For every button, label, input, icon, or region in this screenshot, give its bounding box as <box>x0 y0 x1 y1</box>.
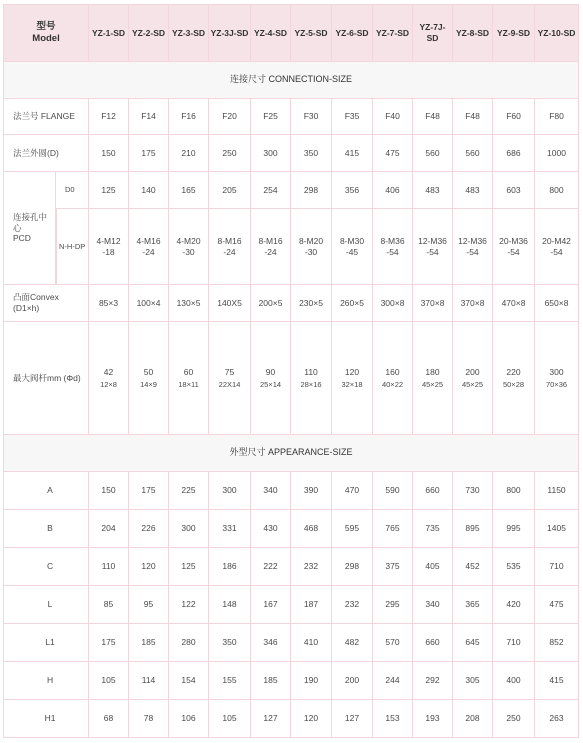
dim-a-label: A <box>3 472 89 510</box>
table-cell: 800 <box>535 172 579 209</box>
cell-line-2: -54 <box>550 246 563 257</box>
table-cell: 254 <box>251 172 291 209</box>
table-cell: 185 <box>251 662 291 700</box>
cell-line-1: 110 <box>304 367 318 377</box>
table-cell: 735 <box>413 510 453 548</box>
table-cell <box>251 322 291 435</box>
table-cell: 420 <box>493 586 535 624</box>
table-cell: 292 <box>413 662 453 700</box>
table-cell: 127 <box>251 700 291 738</box>
table-cell <box>251 209 291 285</box>
table-cell: 105 <box>209 700 251 738</box>
dim-b-row <box>3 510 579 548</box>
table-cell: 125 <box>89 172 129 209</box>
table-cell: 710 <box>493 624 535 662</box>
cell-line-2: -24 <box>223 246 236 257</box>
table-cell: 346 <box>251 624 291 662</box>
spec-table <box>3 4 579 738</box>
cell-line-2: 25×14 <box>259 379 282 389</box>
table-cell: 475 <box>373 135 413 172</box>
table-cell: 895 <box>453 510 493 548</box>
table-cell: 210 <box>169 135 209 172</box>
table-cell: 570 <box>373 624 413 662</box>
pcd-d0-row <box>3 172 579 209</box>
table-cell: 106 <box>169 700 209 738</box>
table-cell: 300 <box>251 135 291 172</box>
table-cell: 482 <box>332 624 373 662</box>
table-cell: 535 <box>493 548 535 586</box>
appearance-size-section-title: 外型尺寸 APPEARANCE-SIZE <box>3 435 579 472</box>
table-cell: 230×5 <box>291 285 332 322</box>
table-cell <box>535 209 579 285</box>
cell-line-1: 160 <box>385 367 400 377</box>
flange-row <box>3 99 579 135</box>
table-cell: F14 <box>129 99 169 135</box>
nhdp-label: N-H-DP <box>56 209 89 285</box>
spec-table-container <box>3 4 579 738</box>
table-cell: 175 <box>129 472 169 510</box>
cell-line-2: 32×18 <box>341 379 363 389</box>
cell-line-2: 45×25 <box>421 379 444 389</box>
table-cell: 78 <box>129 700 169 738</box>
table-cell: 186 <box>209 548 251 586</box>
pcd-label-en: PCD <box>13 233 31 244</box>
table-cell: F20 <box>209 99 251 135</box>
table-cell: 468 <box>291 510 332 548</box>
cell-line-2: 40×22 <box>381 379 404 389</box>
pcd-label-cn: 连接孔中心 <box>13 212 48 233</box>
table-cell: 100×4 <box>129 285 169 322</box>
table-cell: 710 <box>535 548 579 586</box>
table-cell: 153 <box>373 700 413 738</box>
table-cell: F80 <box>535 99 579 135</box>
model-column-header: YZ-3-SD <box>169 4 209 62</box>
table-cell <box>291 322 332 435</box>
stem-label: 最大阀杆mm (Φd) <box>3 322 89 435</box>
cell-line-1: 120 <box>344 367 360 377</box>
table-cell: F40 <box>373 99 413 135</box>
dim-l1-row <box>3 624 579 662</box>
cell-line-1: 300 <box>549 367 564 377</box>
table-cell: F48 <box>413 99 453 135</box>
d0-label: D0 <box>56 172 89 209</box>
convex-row <box>3 285 579 322</box>
table-cell: 686 <box>493 135 535 172</box>
table-cell: 660 <box>413 472 453 510</box>
table-cell: 590 <box>373 472 413 510</box>
table-cell <box>332 209 373 285</box>
cell-line-2: -24 <box>264 246 277 257</box>
table-cell: 483 <box>453 172 493 209</box>
dim-h1-row <box>3 700 579 738</box>
table-cell: 560 <box>453 135 493 172</box>
table-cell: 995 <box>493 510 535 548</box>
table-cell: 187 <box>291 586 332 624</box>
table-cell: 483 <box>413 172 453 209</box>
table-cell: 120 <box>129 548 169 586</box>
dim-c-label: C <box>3 548 89 586</box>
table-cell: 370×8 <box>453 285 493 322</box>
flange-od-label: 法兰外圆(D) <box>3 135 89 172</box>
cell-line-2: 45×25 <box>461 379 484 389</box>
cell-line-1: 42 <box>103 367 114 377</box>
model-column-header: YZ-5-SD <box>291 4 332 62</box>
table-cell: 155 <box>209 662 251 700</box>
cell-line-2: 14×9 <box>140 379 157 389</box>
model-header-en: Model <box>32 33 60 44</box>
table-cell <box>453 209 493 285</box>
dim-l-row <box>3 586 579 624</box>
model-column-header: YZ-1-SD <box>89 4 129 62</box>
table-cell <box>535 322 579 435</box>
table-cell: 190 <box>291 662 332 700</box>
model-column-header: YZ-10-SD <box>535 4 579 62</box>
table-cell: 232 <box>291 548 332 586</box>
table-cell: 105 <box>89 662 129 700</box>
table-cell: 603 <box>493 172 535 209</box>
table-cell: 800 <box>493 472 535 510</box>
table-cell <box>373 209 413 285</box>
table-cell: 148 <box>209 586 251 624</box>
dim-c-row <box>3 548 579 586</box>
table-cell: F25 <box>251 99 291 135</box>
table-cell: 340 <box>251 472 291 510</box>
table-cell: 406 <box>373 172 413 209</box>
table-cell: 140X5 <box>209 285 251 322</box>
table-cell: 193 <box>413 700 453 738</box>
table-cell: 85×3 <box>89 285 129 322</box>
table-cell: 400 <box>493 662 535 700</box>
table-cell: 150 <box>89 472 129 510</box>
table-cell: 122 <box>169 586 209 624</box>
dim-l1-label: L1 <box>3 624 89 662</box>
model-header <box>3 4 89 62</box>
cell-line-1: 8-M20 <box>298 235 324 246</box>
table-cell: 730 <box>453 472 493 510</box>
table-cell: 356 <box>332 172 373 209</box>
cell-line-2: -54 <box>466 246 479 257</box>
table-cell <box>413 322 453 435</box>
table-cell: 430 <box>251 510 291 548</box>
spec-table-body <box>3 62 579 738</box>
table-cell: 222 <box>251 548 291 586</box>
table-cell: 140 <box>129 172 169 209</box>
table-cell: 645 <box>453 624 493 662</box>
table-cell: 298 <box>332 548 373 586</box>
cell-line-1: 4-M20 <box>176 235 201 246</box>
table-cell <box>129 209 169 285</box>
table-cell: 260×5 <box>332 285 373 322</box>
table-cell <box>89 322 129 435</box>
table-cell <box>413 209 453 285</box>
table-cell: 185 <box>129 624 169 662</box>
model-column-header: YZ-6-SD <box>332 4 373 62</box>
table-cell: 110 <box>89 548 129 586</box>
cell-line-1: 8-M30 <box>339 235 365 246</box>
table-cell: 410 <box>291 624 332 662</box>
table-cell: 165 <box>169 172 209 209</box>
table-cell: 560 <box>413 135 453 172</box>
table-cell <box>453 322 493 435</box>
cell-line-1: 90 <box>265 367 276 377</box>
table-cell <box>493 209 535 285</box>
table-cell: 175 <box>129 135 169 172</box>
table-cell: 226 <box>129 510 169 548</box>
table-cell: 154 <box>169 662 209 700</box>
table-cell: 370×8 <box>413 285 453 322</box>
dim-h1-label: H1 <box>3 700 89 738</box>
table-cell <box>169 209 209 285</box>
flange-label: 法兰号 FLANGE <box>3 99 89 135</box>
table-cell: 390 <box>291 472 332 510</box>
cell-line-1: 4-M12 <box>96 235 121 246</box>
table-cell: 660 <box>413 624 453 662</box>
appearance-size-section-row <box>3 435 579 472</box>
table-cell: 415 <box>535 662 579 700</box>
table-cell: 85 <box>89 586 129 624</box>
dim-a-row <box>3 472 579 510</box>
table-cell: 125 <box>169 548 209 586</box>
table-cell: 1405 <box>535 510 579 548</box>
model-column-header: YZ-4-SD <box>251 4 291 62</box>
table-cell: 298 <box>291 172 332 209</box>
table-cell: 452 <box>453 548 493 586</box>
table-cell: 295 <box>373 586 413 624</box>
table-cell: 350 <box>209 624 251 662</box>
flange-od-row <box>3 135 579 172</box>
convex-label: 凸面Convex (D1×h) <box>3 285 89 322</box>
cell-line-2: 70×36 <box>545 379 568 389</box>
table-cell: 225 <box>169 472 209 510</box>
cell-line-2: -24 <box>142 246 155 257</box>
dim-h-row <box>3 662 579 700</box>
model-column-header: YZ-8-SD <box>453 4 493 62</box>
cell-line-2: -18 <box>102 246 115 257</box>
cell-line-1: 20-M36 <box>499 235 528 246</box>
table-cell: 95 <box>129 586 169 624</box>
table-cell: 300 <box>209 472 251 510</box>
cell-line-2: -45 <box>345 246 359 257</box>
model-column-header: YZ-2-SD <box>129 4 169 62</box>
model-column-header: YZ-3J-SD <box>209 4 251 62</box>
cell-line-2: -54 <box>507 246 520 257</box>
cell-line-2: 28×16 <box>300 379 322 389</box>
table-cell: 114 <box>129 662 169 700</box>
table-cell: 280 <box>169 624 209 662</box>
table-cell: 175 <box>89 624 129 662</box>
table-cell: 405 <box>413 548 453 586</box>
table-cell: 475 <box>535 586 579 624</box>
table-cell: 595 <box>332 510 373 548</box>
table-cell: F30 <box>291 99 332 135</box>
model-column-header: YZ-7-SD <box>373 4 413 62</box>
table-cell: 1150 <box>535 472 579 510</box>
connection-size-section-row <box>3 62 579 99</box>
cell-line-2: 22X14 <box>218 379 241 389</box>
pcd-nhdp-row <box>3 209 579 285</box>
cell-line-1: 12-M36 <box>418 235 447 246</box>
table-cell: 470 <box>332 472 373 510</box>
table-cell: 244 <box>373 662 413 700</box>
table-cell: 263 <box>535 700 579 738</box>
table-cell: 1000 <box>535 135 579 172</box>
table-cell: F48 <box>453 99 493 135</box>
table-cell: F16 <box>169 99 209 135</box>
table-cell <box>89 209 129 285</box>
table-cell <box>129 322 169 435</box>
model-column-header: YZ-7J-SD <box>413 4 453 62</box>
table-cell: 232 <box>332 586 373 624</box>
table-cell: 300×8 <box>373 285 413 322</box>
table-cell: 250 <box>209 135 251 172</box>
table-cell: 365 <box>453 586 493 624</box>
cell-line-1: 50 <box>143 367 154 377</box>
table-cell: 205 <box>209 172 251 209</box>
stem-row <box>3 322 579 435</box>
table-cell: 340 <box>413 586 453 624</box>
model-column-header: YZ-9-SD <box>493 4 535 62</box>
table-cell: 68 <box>89 700 129 738</box>
table-cell: 167 <box>251 586 291 624</box>
table-cell: 200 <box>332 662 373 700</box>
table-cell: 150 <box>89 135 129 172</box>
cell-line-2: -54 <box>386 246 399 257</box>
cell-line-2: -30 <box>304 246 318 257</box>
table-cell: 204 <box>89 510 129 548</box>
table-cell: 765 <box>373 510 413 548</box>
table-cell <box>332 322 373 435</box>
cell-line-1: 8-M36 <box>380 235 405 246</box>
cell-line-2: 18×11 <box>178 379 199 389</box>
connection-size-section-title: 连接尺寸 CONNECTION-SIZE <box>3 62 579 99</box>
table-cell: 305 <box>453 662 493 700</box>
cell-line-1: 220 <box>506 367 521 377</box>
table-cell: 375 <box>373 548 413 586</box>
table-cell: 130×5 <box>169 285 209 322</box>
table-cell: 331 <box>209 510 251 548</box>
table-cell: 300 <box>169 510 209 548</box>
cell-line-2: -54 <box>426 246 439 257</box>
table-cell: 127 <box>332 700 373 738</box>
table-cell: 852 <box>535 624 579 662</box>
cell-line-1: 75 <box>224 367 235 377</box>
cell-line-2: 50×28 <box>502 379 525 389</box>
cell-line-2: -30 <box>182 246 195 257</box>
table-cell <box>209 209 251 285</box>
cell-line-1: 180 <box>425 367 440 377</box>
dim-h-label: H <box>3 662 89 700</box>
table-cell: F12 <box>89 99 129 135</box>
table-cell <box>209 322 251 435</box>
cell-line-1: 12-M36 <box>458 235 487 246</box>
table-cell: 470×8 <box>493 285 535 322</box>
cell-line-1: 60 <box>183 367 194 377</box>
dim-l-label: L <box>3 586 89 624</box>
table-cell <box>373 322 413 435</box>
table-cell: 250 <box>493 700 535 738</box>
cell-line-2: 12×8 <box>100 379 117 389</box>
table-cell: F60 <box>493 99 535 135</box>
cell-line-1: 8-M16 <box>217 235 242 246</box>
table-cell <box>169 322 209 435</box>
table-cell: 200×5 <box>251 285 291 322</box>
table-cell <box>493 322 535 435</box>
cell-line-1: 20-M42 <box>542 235 571 246</box>
cell-line-1: 4-M16 <box>136 235 161 246</box>
table-cell <box>291 209 332 285</box>
header-row <box>3 4 579 62</box>
table-cell: 350 <box>291 135 332 172</box>
table-cell: F35 <box>332 99 373 135</box>
cell-line-1: 200 <box>465 367 480 377</box>
table-cell: 650×8 <box>535 285 579 322</box>
table-cell: 208 <box>453 700 493 738</box>
dim-b-label: B <box>3 510 89 548</box>
table-cell: 415 <box>332 135 373 172</box>
table-cell: 120 <box>291 700 332 738</box>
cell-line-1: 8-M16 <box>258 235 283 246</box>
model-header-cn: 型号 <box>36 21 56 33</box>
pcd-label <box>3 172 56 285</box>
